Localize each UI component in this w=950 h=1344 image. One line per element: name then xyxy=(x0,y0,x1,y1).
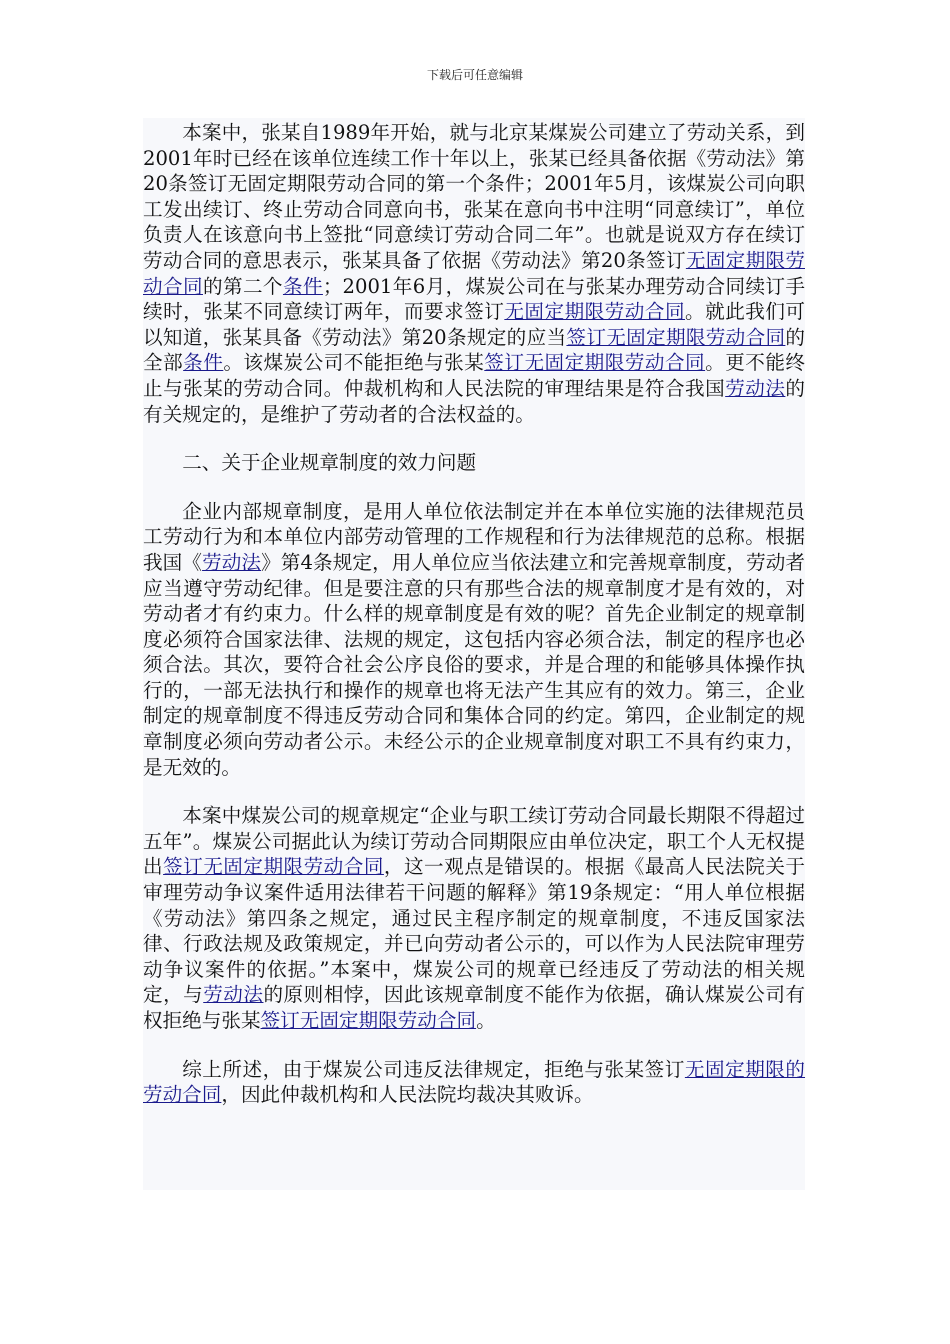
text-run: 本案中，张某自1989年开始，就与北京某煤炭公司建立了劳动关系，到2001年时已经在该单位连续工作十年以上，张某已经具备依据《劳动法》第20条签订无固定期限劳动合同的第一个条件；2001年5月，该煤炭公司向职工发出续订、终止劳动合同意向书，张某在意向书中注明“同意续订”，单位负责人在该意向书上签批“同意续订劳动合同二年”。也就是说双方存在续订劳动合同的意思表示，张某具备了依据《劳动法》第20条签订 xyxy=(143,121,805,272)
section-heading xyxy=(143,450,805,476)
text-run: ，因此仲裁机构和人民法院均裁决其败诉。 xyxy=(221,1083,594,1107)
text-run: 的第二个 xyxy=(202,274,283,298)
paragraph xyxy=(143,803,805,1033)
inline-link[interactable]: 无固定期限的劳动合同 xyxy=(143,1057,806,1107)
inline-link[interactable]: 签订无固定期限劳动合同 xyxy=(484,351,706,375)
inline-link[interactable]: 无固定期限劳动合同 xyxy=(143,248,805,298)
paragraph xyxy=(143,499,805,781)
page-header: 下载后可任意编辑 xyxy=(426,68,523,82)
article-body xyxy=(143,118,805,1190)
text-run: 。该煤炭公司不能拒绝与张某 xyxy=(223,351,485,375)
paragraph xyxy=(143,1057,805,1108)
inline-link[interactable]: 劳动法 xyxy=(725,376,786,400)
text-run: ，这一观点是错误的。根据《最高人民法院关于审理劳动争议案件适用法律若干问题的解释》第19条规定：“用人单位根据《劳动法》第四条之规定，通过民主程序制定的规章制度，不违反国家法律、行政法规及政策规定，并已向劳动者公示的，可以作为人民法院审理劳动争议案件的依据。”本案中，煤炭公司的规章已经违反了劳动法的相关规定，与 xyxy=(143,855,806,1007)
text-run: 企业内部规章制度，是用人单位依法制定并在本单位实施的法律规范员工劳动行为和本单位内部劳动管理的工作规程和行为法律规范的总称。根据我国《 xyxy=(143,499,805,574)
inline-link[interactable]: 劳动法 xyxy=(203,983,264,1007)
inline-link[interactable]: 条件 xyxy=(282,274,323,298)
text-run: 本案中煤炭公司的规章规定“企业与职工续订劳动合同最长期限不得超过五年”。煤炭公司据此认为续订劳动合同期限应由单位决定，职工个人无权提出 xyxy=(143,804,805,879)
text-run: 。就此我们可以知道，张某具备《劳动法》第20条规定的应当 xyxy=(143,300,806,349)
paragraph xyxy=(143,120,805,427)
inline-link[interactable]: 签订无固定期限劳动合同 xyxy=(260,1009,477,1032)
text-run: 》第4条规定，用人单位应当依法建立和完善规章制度，劳动者应当遵守劳动纪律。但是要注意的只有那些合法的规章制度才是有效的，对劳动者才有约束力。什么样的规章制度是有效的呢？首先企业制定的规章制度必须符合国家法律、法规的规定，这包括内容必须合法，制定的程序也必须合法。其次，要符合社会公序良俗的要求，并是合理的和能够具体操作执行的，一部无法执行和操作的规章也将无法产生其应有的效力。第三，企业制定的规章制度不得违反劳动合同和集体合同的约定。第四，企业制定的规章制度必须向劳动者公示。未经公示的企业规章制度对职工不具有约束力，是无效的。 xyxy=(143,550,806,779)
text-run: ；2001年6月，煤炭公司在与张某办理劳动合同续订手续时，张某不同意续订两年，而要求签订 xyxy=(143,274,806,324)
inline-link[interactable]: 劳动法 xyxy=(202,550,262,574)
text-run: 的有关规定的，是维护了劳动者的合法权益的。 xyxy=(143,376,806,426)
text-run: 。 xyxy=(476,1009,496,1032)
text-run: 二、关于企业规章制度的效力问题 xyxy=(182,451,477,475)
inline-link[interactable]: 签订无固定期限劳动合同 xyxy=(163,855,384,879)
text-run: 的全部 xyxy=(143,325,806,375)
text-run: 的原则相悖，因此该规章制度不能作为依据，确认煤炭公司有权拒绝与张某 xyxy=(143,983,806,1032)
text-run: 综上所述，由于煤炭公司违反法律规定，拒绝与张某签订 xyxy=(182,1057,685,1081)
inline-link[interactable]: 条件 xyxy=(183,351,224,375)
inline-link[interactable]: 无固定期限劳动合同 xyxy=(504,300,686,324)
text-run: 。更不能终止与张某的劳动合同。仲裁机构和人民法院的审理结果是符合我国 xyxy=(143,351,806,400)
inline-link[interactable]: 签订无固定期限劳动合同 xyxy=(566,325,786,349)
